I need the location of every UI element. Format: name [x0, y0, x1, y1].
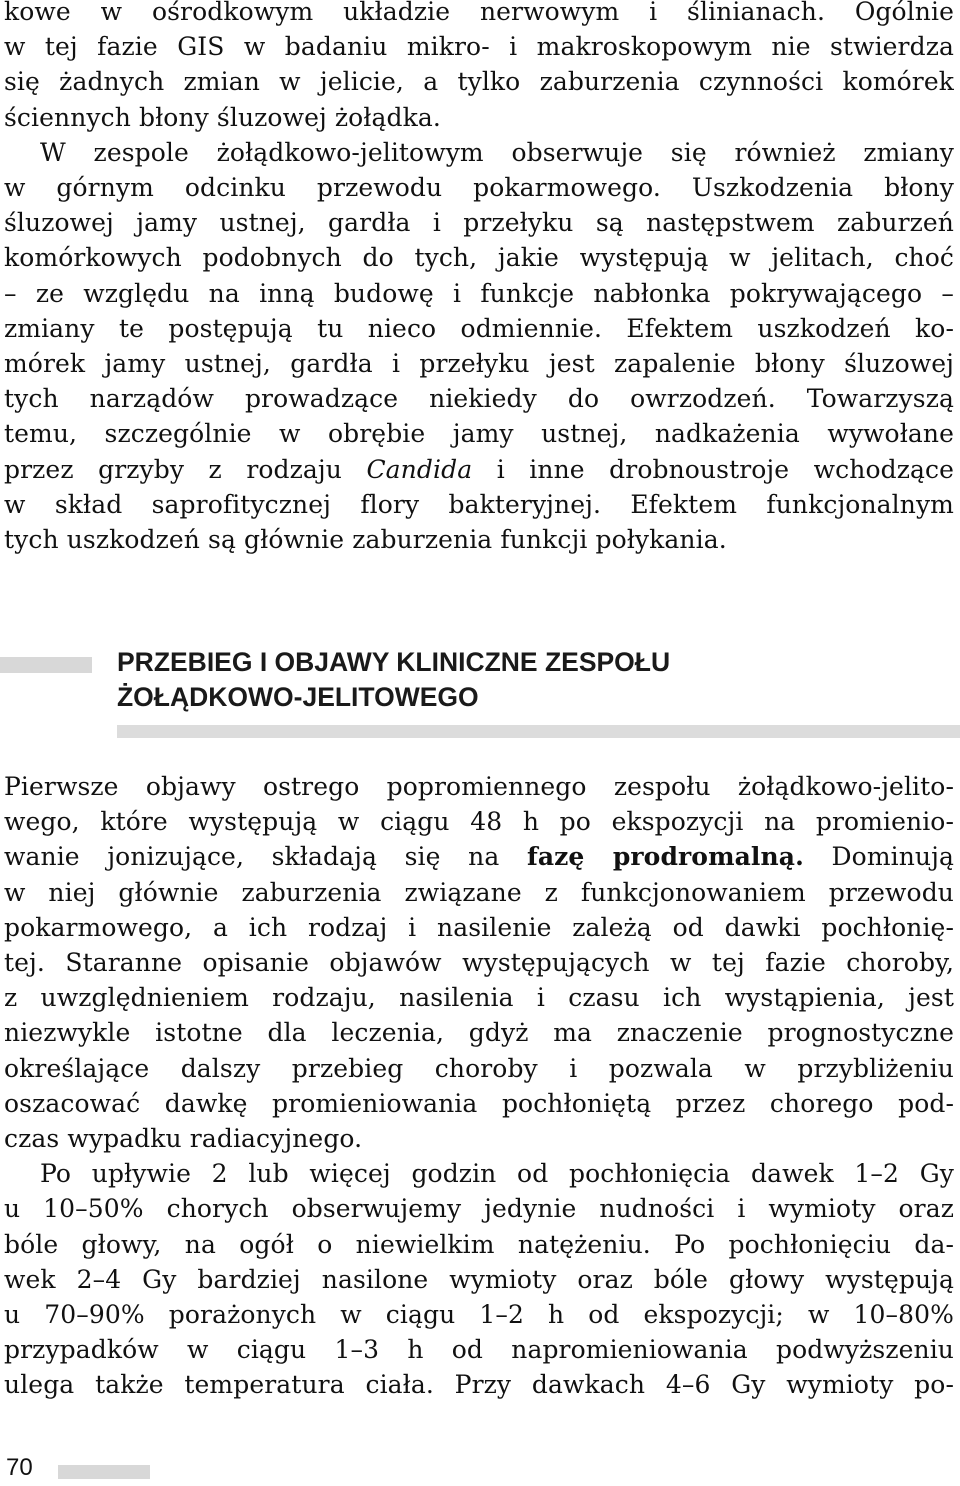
text-line: W zespole żołądkowo-jelitowym obserwuje się również zmiany	[40, 137, 954, 167]
text-line: oszacować dawkę promieniowania pochłoniętą przez chorego pod-	[4, 1088, 954, 1118]
paragraph-bottom	[4, 769, 954, 1403]
text-line: tej. Staranne opisanie objawów występujących w tej fazie choroby,	[4, 948, 954, 978]
text-line: w górnym odcinku przewodu pokarmowego. Uszkodzenia błony	[4, 173, 954, 203]
text-line: tych uszkodzeń są głównie zaburzenia funkcji połykania.	[4, 525, 727, 555]
text-line: określające dalszy przebieg choroby i pozwala w przybliżeniu	[4, 1053, 954, 1083]
text-line: mórek jamy ustnej, gardła i przełyku jest zapalenie błony śluzowej	[4, 349, 954, 379]
text-segment: przez grzyby z rodzaju	[4, 454, 367, 484]
heading-decoration-bar	[0, 657, 92, 673]
section-title-line: ŻOŁĄDKOWO-JELITOWEGO	[117, 682, 479, 712]
text-line: z uwzględnieniem rodzaju, nasilenia i czasu ich wystąpienia, jest	[4, 983, 954, 1013]
text-line: zmiany te postępują tu nieco odmiennie. Efektem uszkodzeń ko-	[4, 313, 954, 343]
page-number: 70	[6, 1454, 33, 1481]
text-segment: wanie jonizujące, składają się na	[4, 842, 527, 872]
bold-term: fazę prodromalną.	[526, 842, 804, 872]
text-segment: Dominują	[803, 842, 954, 872]
text-line: w skład saprofitycznej flory bakteryjnej. Efektem funkcjonalnym	[4, 489, 954, 519]
text-line: komórkowych podobnych do tych, jakie występują w jelitach, choć	[4, 243, 954, 273]
text-line: czas wypadku radiacyjnego.	[4, 1124, 363, 1154]
footer-decoration-bar	[58, 1465, 150, 1479]
section-heading	[0, 645, 960, 745]
text-line: wego, które występują w ciągu 48 h po ekspozycji na promienio-	[4, 807, 954, 837]
text-line: niezwykle istotne dla leczenia, gdyż ma znaczenie prognostyczne	[4, 1018, 954, 1048]
text-line: pokarmowego, a ich rodzaj i nasilenie zależą od dawki pochłonię-	[4, 912, 954, 942]
text-line: u 10–50% chorych obserwujemy jedynie nudności i wymioty oraz	[4, 1194, 954, 1224]
text-line: wek 2–4 Gy bardziej nasilone wymioty oraz bóle głowy występują	[4, 1264, 954, 1294]
page-footer	[0, 1448, 960, 1486]
text-line: w tej fazie GIS w badaniu mikro- i makroskopowym nie stwierdza	[4, 32, 954, 62]
italic-term: Candida	[366, 454, 473, 484]
text-line: kowe w ośrodkowym układzie nerwowym i ślinianach. Ogólnie	[4, 0, 954, 26]
text-line: temu, szczególnie w obrębie jamy ustnej, nadkażenia wywołane	[4, 419, 954, 449]
text-line: Pierwsze objawy ostrego popromiennego zespołu żołądkowo-jelito-	[4, 772, 954, 801]
text-line: Po upływie 2 lub więcej godzin od pochłonięcia dawek 1–2 Gy	[40, 1159, 954, 1189]
text-line: przypadków w ciągu 1–3 h od napromieniowania podwyższeniu	[4, 1335, 954, 1365]
text-line: śluzowej jamy ustnej, gardła i przełyku są następstwem zaburzeń	[4, 208, 954, 238]
text-line: się żadnych zmian w jelicie, a tylko zaburzenia czynności komórek	[4, 67, 954, 97]
text-line: bóle głowy, na ogół o niewielkim natężeniu. Po pochłonięciu da-	[4, 1229, 954, 1259]
heading-underline-bar	[117, 725, 960, 738]
text-segment: i inne drobnoustroje wchodzące	[472, 454, 954, 484]
text-line: w niej głównie zaburzenia związane z funkcjonowaniem przewodu	[4, 877, 954, 907]
text-line-with-italic	[4, 452, 954, 487]
text-line: u 70–90% porażonych w ciągu 1–2 h od ekspozycji; w 10–80%	[4, 1300, 954, 1330]
text-line: tych narządów prowadzące niekiedy do owrzodzeń. Towarzyszą	[4, 384, 954, 414]
paragraph-top	[4, 0, 954, 557]
text-line: – ze względu na inną budowę i funkcje nabłonka pokrywającego –	[4, 278, 954, 308]
text-line: ulega także temperatura ciała. Przy dawkach 4–6 Gy wymioty po-	[4, 1370, 954, 1400]
section-title-line: PRZEBIEG I OBJAWY KLINICZNE ZESPOŁU	[117, 647, 671, 677]
text-line: ściennych błony śluzowej żołądka.	[4, 102, 441, 132]
section-title	[117, 645, 670, 715]
text-line-with-bold	[4, 839, 954, 874]
